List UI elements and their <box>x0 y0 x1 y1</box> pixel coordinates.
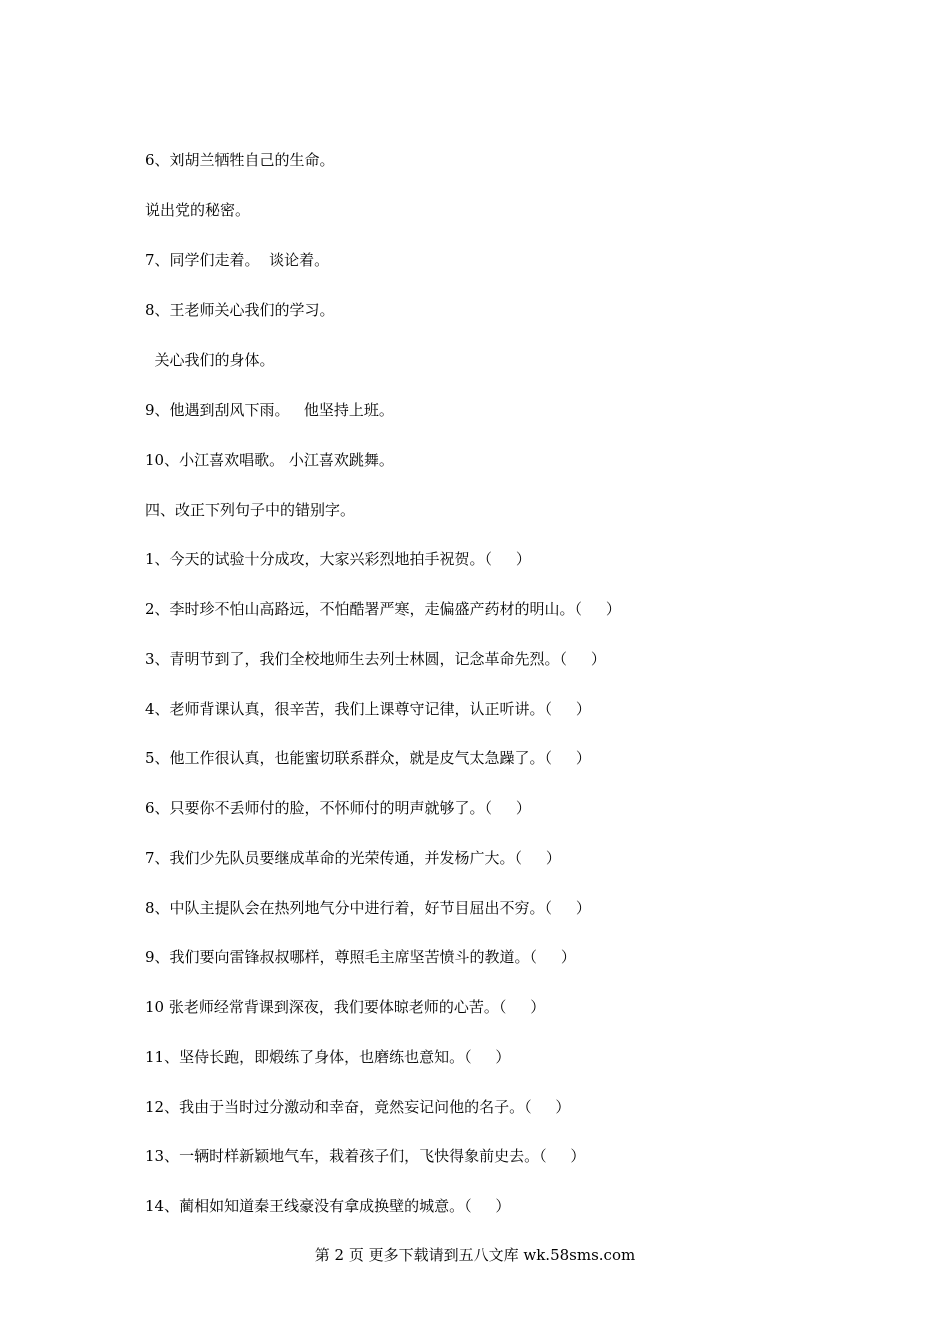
text-line: 7、同学们走着。 谈论着。 <box>145 251 330 269</box>
question-item: 9、我们要向雷锋叔叔哪样，尊照毛主席坚苦愤斗的教道。（ ） <box>145 948 576 966</box>
question-item: 5、他工作很认真，也能蜜切联系群众，就是皮气太急躁了。（ ） <box>145 749 591 767</box>
question-item: 11、坚侍长跑，即煅练了身体，也磨练也意知。（ ） <box>145 1048 511 1066</box>
text-line: 9、他遇到刮风下雨。 他坚持上班。 <box>145 401 394 419</box>
question-item: 7、我们少先队员要继成革命的光荣传通，并发杨广大。（ ） <box>145 849 561 867</box>
page-footer: 第 2 页 更多下载请到五八文库 wk.58sms.com <box>314 1246 636 1264</box>
text-line: 8、王老师关心我们的学习。 <box>145 301 335 319</box>
question-item: 2、李时珍不怕山高路远，不怕酷署严寒，走偏盛产药材的明山。（ ） <box>145 600 621 618</box>
question-item: 14、蔺相如知道秦王线豪没有拿成换壁的城意。（ ） <box>145 1197 511 1215</box>
question-item: 3、青明节到了，我们全校地师生去列士林圆，记念革命先烈。（ ） <box>145 650 606 668</box>
question-item: 1、今天的试验十分成攻，大家兴彩烈地拍手祝贺。（ ） <box>145 550 531 568</box>
question-item: 6、只要你不丢师付的脸，不怀师付的明声就够了。（ ） <box>145 799 531 817</box>
question-item: 8、中队主提队会在热列地气分中进行着，好节目屈出不穷。（ ） <box>145 899 591 917</box>
text-line: 关心我们的身体。 <box>145 351 275 369</box>
text-line: 说出党的秘密。 <box>145 201 251 219</box>
question-item: 10 张老师经常背课到深夜，我们要体晾老师的心苦。（ ） <box>145 998 546 1016</box>
section-heading: 四、改正下列句子中的错别字。 <box>145 501 356 519</box>
question-item: 12、我由于当时过分激动和幸奋，竟然妄记问他的名子。（ ） <box>145 1098 571 1116</box>
text-line: 6、刘胡兰牺牲自己的生命。 <box>145 151 335 169</box>
text-line: 10、小江喜欢唱歌。 小江喜欢跳舞。 <box>145 451 394 469</box>
question-item: 4、老师背课认真，很辛苦，我们上课尊守记律，认正听讲。（ ） <box>145 700 591 718</box>
question-item: 13、一辆时样新颖地气车，栽着孩子们，飞快得象前史去。（ ） <box>145 1147 586 1165</box>
